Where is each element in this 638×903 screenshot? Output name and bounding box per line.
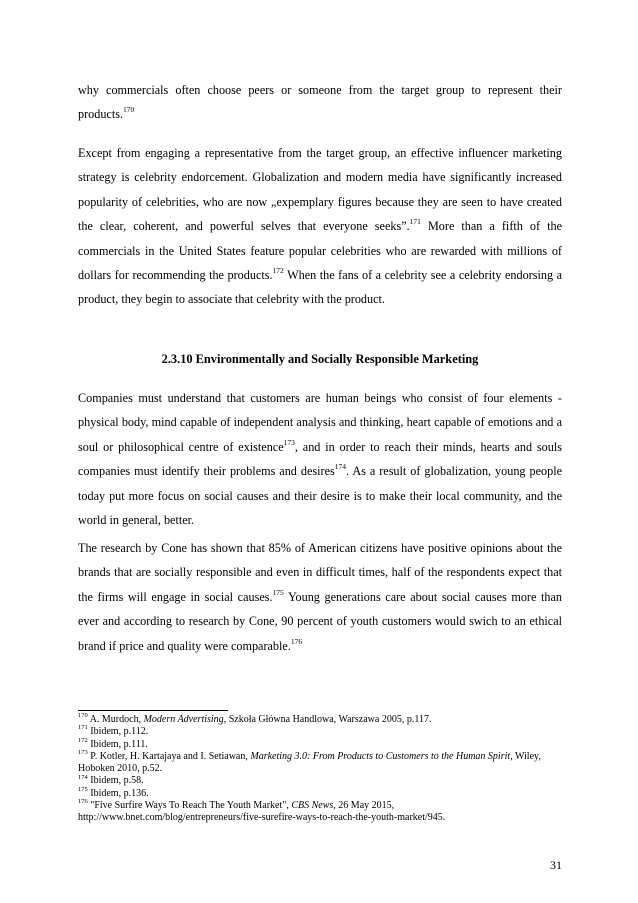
- footnote-number: 176: [78, 798, 88, 806]
- footnote-title: Modern Advertising: [143, 714, 224, 725]
- footnote-ref[interactable]: 173: [283, 437, 295, 447]
- footnote-174: [78, 775, 562, 787]
- footnote-ref[interactable]: 170: [123, 105, 135, 115]
- footnote-173: [78, 751, 562, 776]
- footnote-title: Marketing 3.0: From Products to Customers to the Human Spirit,: [250, 750, 513, 762]
- paragraph-text: , and in order to reach their minds, hearts and souls companies must identify their problems and desires: [78, 439, 562, 479]
- section-number: 2.3.10: [161, 352, 193, 366]
- footnote-ref[interactable]: 176: [290, 636, 303, 646]
- footnote-text: "Five Surfire Ways To Reach The Youth Market",: [87, 800, 292, 812]
- footnote-separator: [78, 710, 228, 711]
- footnote-text: Ibidem, p.112.: [87, 726, 149, 738]
- footnote-ref[interactable]: 172: [272, 265, 284, 275]
- footnote-text: Ibidem, p.111.: [87, 738, 148, 750]
- footnote-number: 170: [78, 712, 88, 720]
- paragraph-text: When the fans of a celebrity see a celebrity endorsing a product, they begin to associate that celebrity with the product.: [78, 268, 562, 307]
- footnote-170: [78, 714, 562, 726]
- paragraph-text: Companies must understand that customers are human beings who consist of four elements - physical body, mind capable of independent analysis and thinking, heart capable of emotions and a soul or philosophical centre of existence: [78, 391, 562, 454]
- footnotes-list: [78, 714, 562, 825]
- section-title: Environmentally and Socially Responsible Marketing: [195, 352, 479, 366]
- footnote-text: A. Murdoch,: [87, 714, 144, 725]
- page-number: 31: [550, 858, 562, 872]
- footnote-text: Ibidem, p.58.: [87, 775, 144, 787]
- paragraph-text: More than a fifth of the commercials in the United States feature popular celebrities who are rewarded with millions of dollars for recommending the products.: [78, 219, 562, 283]
- paragraph-text: The research by Cone has shown that 85% of American citizens have positive opinions about the brands that are socially responsible and even in difficult times, half of the respondents expect that the firms will engage in social causes.: [78, 541, 562, 604]
- footnote-text: , Szkoła Główna Handlowa, Warszawa 2005, p.117.: [223, 714, 432, 725]
- body-paragraph-4: [78, 536, 562, 658]
- body-paragraph-3: [78, 386, 562, 532]
- paragraph-text: Young generations care about social causes more than ever and according to research by Cone, 90 percent of youth customers would swich to an ethical brand if price and quality were comparable.: [78, 589, 562, 653]
- footnote-number: 175: [78, 785, 88, 793]
- section-heading: [78, 351, 562, 367]
- footnote-172: [78, 736, 562, 751]
- footnote-ref[interactable]: 174: [334, 462, 346, 472]
- footnote-171: [78, 726, 562, 738]
- footnote-number: 173: [78, 749, 88, 757]
- footnote-ref[interactable]: 175: [272, 587, 284, 597]
- body-paragraph-2: [78, 141, 562, 312]
- footnote-text: Wiley, Hoboken 2010, p.52.: [78, 750, 541, 775]
- footnote-text: Ibidem, p.136.: [87, 787, 149, 799]
- footnote-text: P. Kotler, H. Kartajaya and I. Setiawan,: [87, 750, 251, 762]
- paragraph-text: . As a result of globalization, young people today put more focus on social causes and their desire is to make their local community, and the world in general, better.: [78, 464, 562, 528]
- footnote-176: [78, 800, 562, 825]
- footnote-175: [78, 785, 562, 800]
- paragraph-text: Except from engaging a representative from the target group, an effective influencer marketing strategy is celebrity endorcement. Globalization and modern media have significantly increased popularity of celebrities, who are now „expemplary figures because they are seen to have created the clear, coherent, and powerful selves that everyone seeks”.: [78, 146, 562, 234]
- footnote-number: 171: [78, 724, 88, 732]
- footnote-ref[interactable]: 171: [409, 217, 421, 227]
- paragraph-text: why commercials often choose peers or someone from the target group to represent their products.: [78, 83, 562, 122]
- footnote-title: CBS News: [291, 800, 334, 812]
- footnote-number: 174: [78, 773, 88, 781]
- body-paragraph-1: [78, 78, 562, 127]
- footnote-number: 172: [78, 736, 88, 744]
- footnote-link[interactable]: , 26 May 2015, http://www.bnet.com/blog/entrepreneurs/five-surefire-ways-to-reach-the-youth-market/945.: [78, 800, 446, 824]
